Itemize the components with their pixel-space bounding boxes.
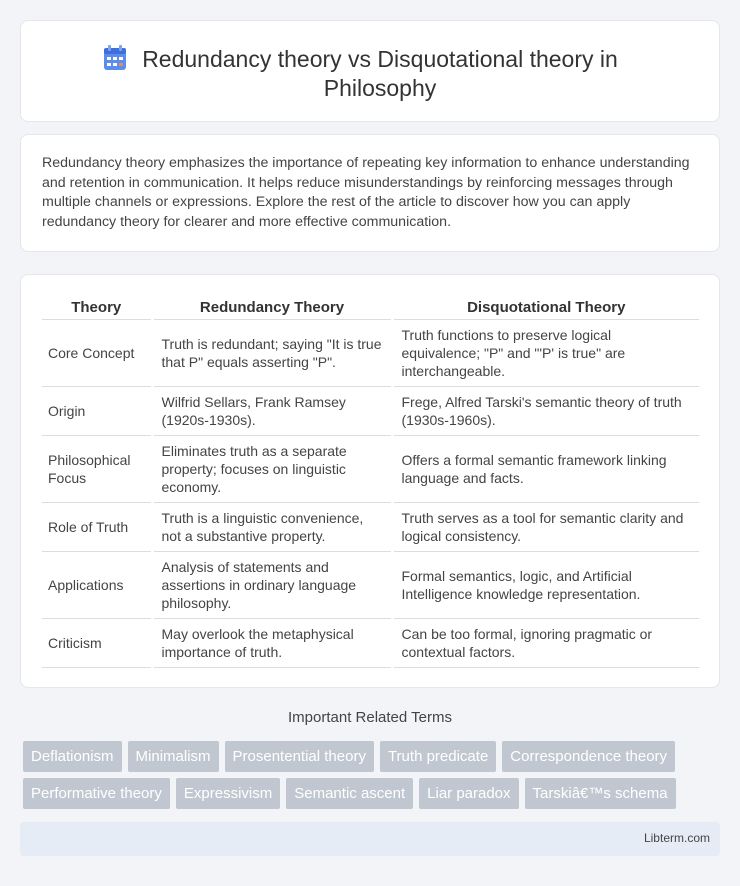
- tag-prosentential-theory[interactable]: Prosentential theory: [225, 741, 374, 772]
- table-cell: Offers a formal semantic framework linking language and facts.: [392, 435, 699, 502]
- header-card: [20, 20, 720, 122]
- related-terms-tags: [23, 741, 723, 815]
- table-row: [42, 551, 699, 618]
- table-header-row: [42, 295, 699, 319]
- page-title: Redundancy theory vs Disquotational theory in Philosophy: [142, 46, 618, 101]
- table-cell: Frege, Alfred Tarski's semantic theory of truth (1930s-1960s).: [392, 386, 699, 435]
- tag-semantic-ascent[interactable]: Semantic ascent: [286, 778, 413, 809]
- table-cell: Wilfrid Sellars, Frank Ramsey (1920s-1930s).: [152, 386, 392, 435]
- column-header: Theory: [42, 295, 152, 319]
- table-cell: Philosophical Focus: [42, 435, 152, 502]
- tag-liar-paradox[interactable]: Liar paradox: [419, 778, 518, 809]
- column-header: Redundancy Theory: [152, 295, 392, 319]
- footer-site-link[interactable]: Libterm.com: [643, 831, 710, 845]
- table-cell: Origin: [42, 386, 152, 435]
- table-cell: Applications: [42, 551, 152, 618]
- tag-deflationism[interactable]: Deflationism: [23, 741, 122, 772]
- table-cell: Criticism: [42, 618, 152, 667]
- table-cell: Role of Truth: [42, 502, 152, 551]
- tag-correspondence-theory[interactable]: Correspondence theory: [502, 741, 675, 772]
- tag-minimalism[interactable]: Minimalism: [128, 741, 219, 772]
- table-cell: Truth is a linguistic convenience, not a substantive property.: [152, 502, 392, 551]
- related-terms-title: Important Related Terms: [288, 709, 452, 726]
- table-cell: Core Concept: [42, 319, 152, 386]
- intro-text: Redundancy theory emphasizes the importance of repeating key information to enhance understanding and retention in communication. It helps reduce misunderstandings by reinforcing messages through multiple channels or expressions. Explore the rest of the article to discover how you can apply redundancy theory for clearer and more effective communication.: [42, 155, 690, 230]
- table-row: [42, 435, 699, 502]
- tag-performative-theory[interactable]: Performative theory: [23, 778, 170, 809]
- column-header: Disquotational Theory: [392, 295, 699, 319]
- table-cell: May overlook the metaphysical importance of truth.: [152, 618, 392, 667]
- table-cell: Can be too formal, ignoring pragmatic or contextual factors.: [392, 618, 699, 667]
- table-row: [42, 386, 699, 435]
- table-row: [42, 319, 699, 386]
- table-cell: Truth functions to preserve logical equivalence; "P" and "'P' is true" are interchangeable.: [392, 319, 699, 386]
- footer: [20, 822, 720, 856]
- table-cell: Analysis of statements and assertions in ordinary language philosophy.: [152, 551, 392, 618]
- tag-expressivism[interactable]: Expressivism: [176, 778, 280, 809]
- tag-truth-predicate[interactable]: Truth predicate: [380, 741, 496, 772]
- table-row: [42, 618, 699, 667]
- table-cell: Truth serves as a tool for semantic clarity and logical consistency.: [392, 502, 699, 551]
- comparison-table: [42, 295, 699, 668]
- table-cell: Formal semantics, logic, and Artificial Intelligence knowledge representation.: [392, 551, 699, 618]
- comparison-table-card: [20, 274, 720, 688]
- table-row: [42, 502, 699, 551]
- intro-card: [20, 134, 720, 252]
- tag-tarskis-schema[interactable]: Tarskiâ€™s schema: [525, 778, 676, 809]
- table-cell: Truth is redundant; saying "It is true that P" equals asserting "P".: [152, 319, 392, 386]
- table-cell: Eliminates truth as a separate property; focuses on linguistic economy.: [152, 435, 392, 502]
